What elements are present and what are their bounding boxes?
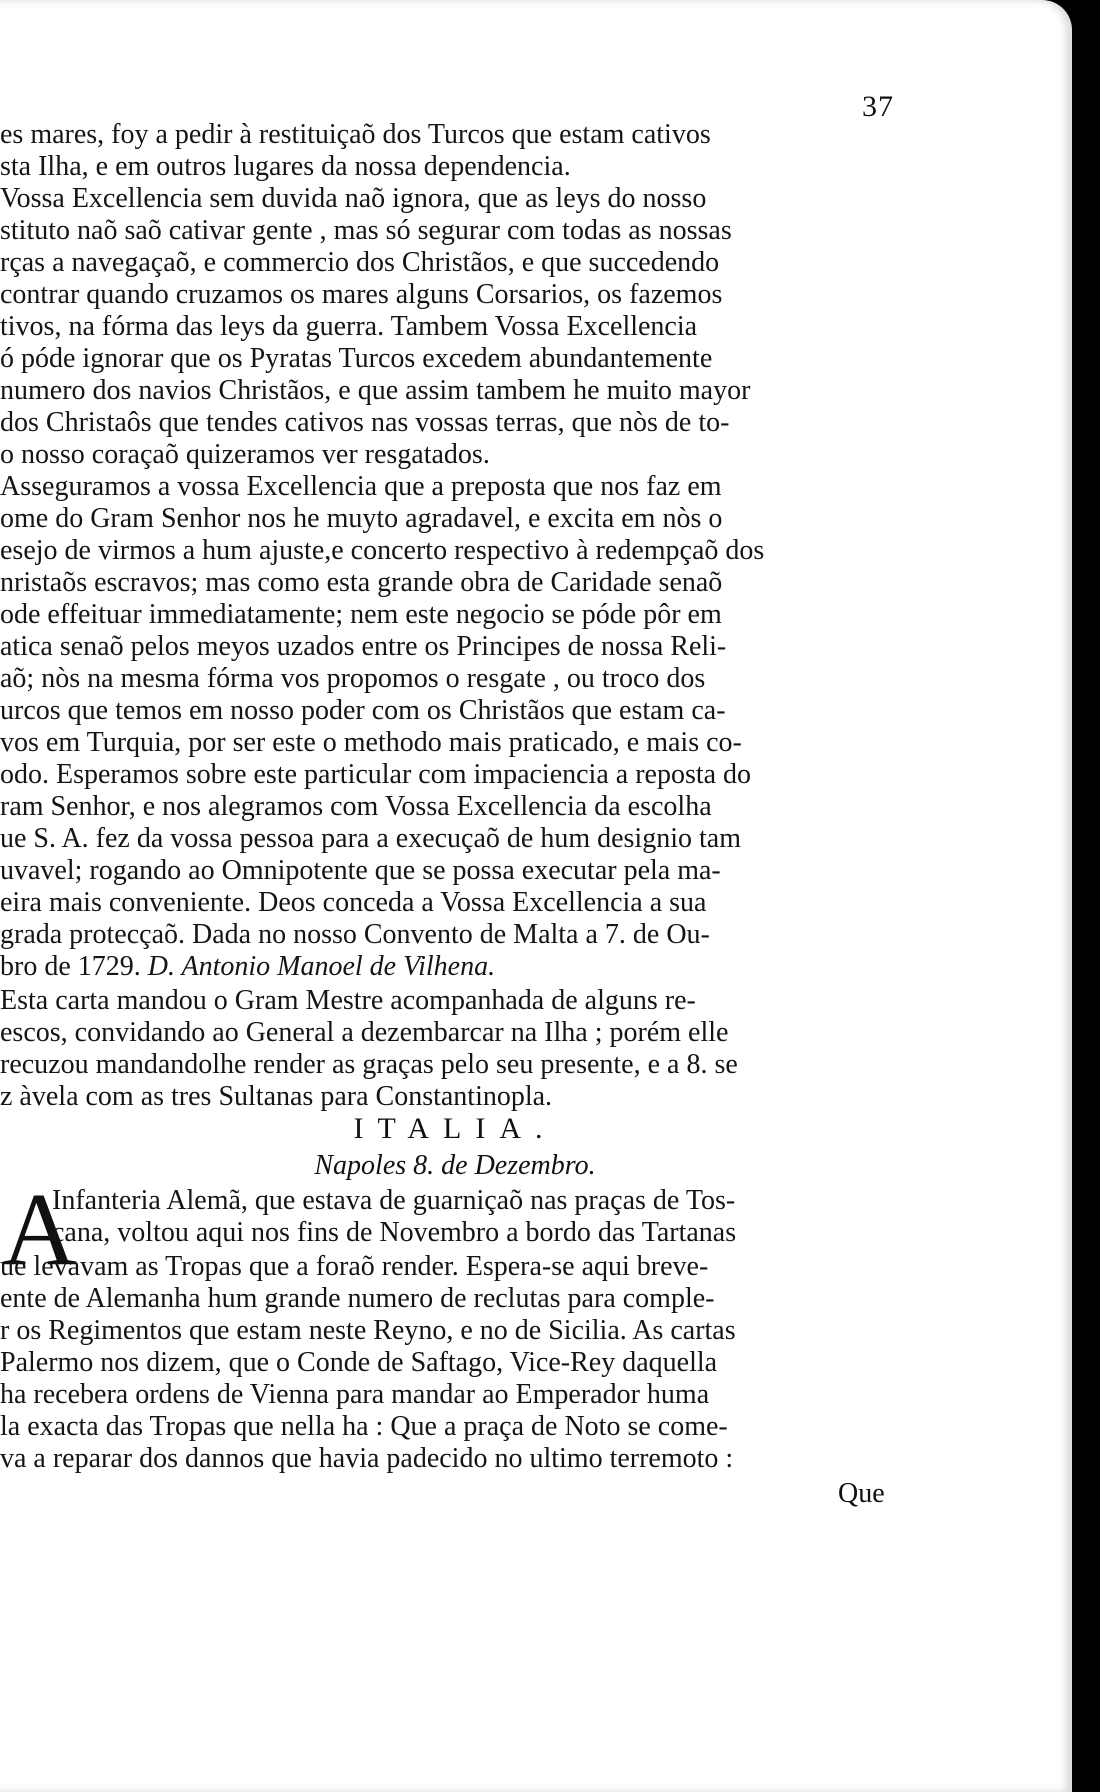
text-line: tivos, na fórma das leys da guerra. Tambem Vossa Excellencia — [0, 311, 698, 342]
text-line: esejo de virmos a hum ajuste,e concerto respectivo à redempçaõ dos — [0, 535, 765, 566]
text-line: vos em Turquia, por ser este o methodo mais praticado, e mais co- — [0, 727, 742, 758]
text-line: Esta carta mandou o Gram Mestre acompanhada de alguns re- — [0, 985, 696, 1016]
text-line: atica senaõ pelos meyos uzados entre os Principes de nossa Reli- — [0, 631, 727, 662]
page-number: 37 — [862, 90, 894, 123]
text-line: aõ; nòs na mesma fórma vos propomos o resgate , ou troco dos — [0, 663, 706, 694]
text-line: stituto naõ saõ cativar gente , mas só segurar com todas as nossas — [0, 215, 732, 246]
text-line: odo. Esperamos sobre este particular com impaciencia a reposta do — [0, 759, 752, 790]
text-line: uvavel; rogando ao Omnipotente que se possa executar pela ma- — [0, 855, 721, 886]
text-line: eira mais conveniente. Deos conceda a Vossa Excellencia a sua — [0, 887, 707, 918]
dateline: Napoles 8. de Dezembro. — [314, 1150, 596, 1181]
text-line: ue S. A. fez da vossa pessoa para a execuçaõ de hum designio tam — [0, 823, 741, 854]
text-line: Palermo nos dizem, que o Conde de Saftago, Vice-Rey daquella — [0, 1347, 718, 1378]
text-line: va a reparar dos dannos que havia padecido no ultimo terremoto : — [0, 1443, 734, 1474]
text-line: ode effeituar immediatamente; nem este negocio se póde pôr em — [0, 599, 722, 630]
text-line: la exacta das Tropas que nella ha : Que a praça de Noto se come- — [0, 1411, 728, 1442]
text-line: nristaõs escravos; mas como esta grande obra de Caridade senaõ — [0, 567, 723, 598]
text-line: ente de Alemanha hum grande numero de reclutas para comple- — [0, 1283, 715, 1314]
text-line: escos, convidando ao General a dezembarcar na Ilha ; porém elle — [0, 1017, 729, 1048]
drop-cap: A — [2, 1172, 78, 1287]
text-line: o nosso coraçaõ quizeramos ver resgatados. — [0, 439, 490, 470]
text-line: sta Ilha, e em outros lugares da nossa dependencia. — [0, 151, 571, 182]
text-line: es mares, foy a pedir à restituiçaõ dos Turcos que estam cativos — [0, 119, 711, 150]
text-line: z àvela com as tres Sultanas para Constantinopla. — [0, 1081, 553, 1112]
signature-name: D. Antonio Manoel de Vilhena. — [147, 951, 496, 982]
catchword: Que — [838, 1478, 885, 1509]
text-line: numero dos navios Christãos, e que assim tambem he muito mayor — [0, 375, 751, 406]
text-line: Asseguramos a vossa Excellencia que a preposta que nos faz em — [0, 471, 722, 502]
text-line: Infanteria Alemã, que estava de guarniçaõ nas praças de Tos- — [52, 1185, 736, 1216]
text-line: recuzou mandandolhe render as graças pelo seu presente, e a 8. se — [0, 1049, 738, 1080]
text-line: ram Senhor, e nos alegramos com Vossa Excellencia da escolha — [0, 791, 712, 822]
text-line: Vossa Excellencia sem duvida naõ ignora, que as leys do nosso — [0, 183, 707, 214]
text-line: dos Christaôs que tendes cativos nas vossas terras, que nòs de to- — [0, 407, 730, 438]
text-line: cana, voltou aqui nos fins de Novembro a bordo das Tartanas — [52, 1217, 737, 1248]
scan-border — [1072, 0, 1100, 1792]
text-line: grada protecçaõ. Dada no nosso Convento de Malta a 7. de Ou- — [0, 919, 710, 950]
text-line: contrar quando cruzamos os mares alguns Corsarios, os fazemos — [0, 279, 723, 310]
text-line: ha recebera ordens de Vienna para mandar ao Emperador huma — [0, 1379, 710, 1410]
text-line: ó póde ignorar que os Pyratas Turcos excedem abundantemente — [0, 343, 713, 374]
text-line: r os Regimentos que estam neste Reyno, e no de Sicilia. As cartas — [0, 1315, 736, 1346]
text-line: urcos que temos em nosso poder com os Christãos que estam ca- — [0, 695, 726, 726]
signature-line — [0, 950, 910, 984]
text-line: rças a navegaçaõ, e commercio dos Christãos, e que succedendo — [0, 247, 720, 278]
section-heading: ITALIA. — [353, 1112, 557, 1145]
signature-date: bro de 1729. — [0, 951, 141, 982]
text-line: ome do Gram Senhor nos he muyto agradavel, e excita em nòs o — [0, 503, 723, 534]
text-line: ue levavam as Tropas que a foraõ render. Espera-se aqui breve- — [0, 1251, 709, 1282]
